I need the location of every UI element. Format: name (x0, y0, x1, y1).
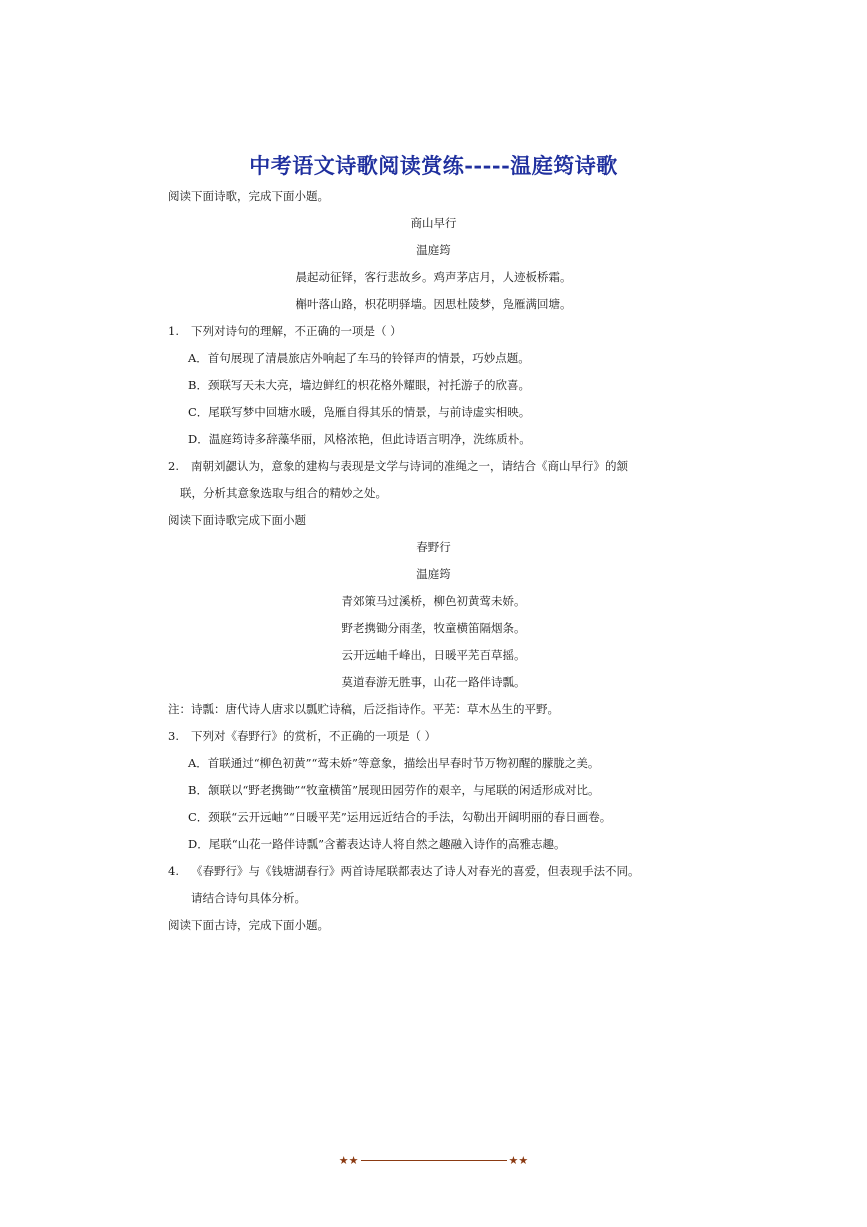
section1-instruction: 阅读下面诗歌，完成下面小题。 (168, 189, 329, 203)
page-title: 中考语文诗歌阅读赏练-----温庭筠诗歌 (249, 153, 618, 178)
question-3-text: 下列对《春野行》的赏析，不正确的一项是（ ） (191, 729, 437, 743)
star-icon: ★★ (338, 1153, 359, 1167)
question-1-option-d: D．温庭筠诗多辞藻华丽，风格浓艳，但此诗语言明净，洗练质朴。 (188, 432, 531, 446)
question-number: 3. (168, 729, 179, 743)
question-4-text-cont: 请结合诗句具体分析。 (191, 891, 306, 905)
section3-instruction: 阅读下面古诗，完成下面小题。 (168, 918, 329, 932)
question-3-option-a: A．首联通过“柳色初黄”“莺未娇”等意象，描绘出早春时节万物初醒的朦胧之美。 (188, 756, 600, 770)
question-number: 1. (168, 324, 179, 338)
question-1-option-a: A．首句展现了清晨旅店外响起了车马的铃铎声的情景，巧妙点题。 (188, 351, 530, 365)
poem2-line: 野老携锄分雨垄，牧童横笛隔烟条。 (341, 621, 526, 635)
question-number: 2. (168, 459, 179, 473)
section2-instruction: 阅读下面诗歌完成下面小题 (168, 513, 306, 527)
poem1-author: 温庭筠 (416, 243, 451, 257)
poem1-line: 晨起动征铎，客行悲故乡。鸡声茅店月，人迹板桥霜。 (295, 270, 572, 284)
footer-ornament (0, 1152, 867, 1168)
poem2-author: 温庭筠 (416, 567, 451, 581)
question-4-text: 《春野行》与《钱塘湖春行》两首诗尾联都表达了诗人对春光的喜爱，但表现手法不同。 (191, 864, 640, 878)
poem2-note: 注：诗瓢：唐代诗人唐求以瓢贮诗稿，后泛指诗作。平芜：草木丛生的平野。 (168, 702, 559, 716)
footer-divider (361, 1160, 507, 1161)
poem2-line: 莫道春游无胜事，山花一路伴诗瓢。 (341, 675, 526, 689)
question-1-option-c: C．尾联写梦中回塘水暖，凫雁自得其乐的情景，与前诗虚实相映。 (188, 405, 531, 419)
poem1-title: 商山早行 (410, 216, 457, 230)
question-1-text: 下列对诗句的理解，不正确的一项是（ ） (191, 324, 402, 338)
poem2-line: 云开远岫千峰出，日暖平芜百草摇。 (341, 648, 526, 662)
poem1-line: 槲叶落山路，枳花明驿墙。因思杜陵梦，凫雁满回塘。 (295, 297, 572, 311)
question-2-text-cont: 联，分析其意象选取与组合的精妙之处。 (180, 486, 387, 500)
question-number: 4. (168, 864, 179, 878)
question-3-option-d: D．尾联“山花一路伴诗瓢”含蓄表达诗人将自然之趣融入诗作的高雅志趣。 (188, 837, 566, 851)
poem2-line: 青郊策马过溪桥，柳色初黄莺未娇。 (341, 594, 526, 608)
question-3-option-b: B．颔联以“野老携锄”“牧童横笛”展现田园劳作的艰辛，与尾联的闲适形成对比。 (188, 783, 600, 797)
poem2-title: 春野行 (416, 540, 451, 554)
star-icon: ★★ (508, 1153, 529, 1167)
question-3-option-c: C．颈联“云开远岫”“日暖平芜”运用远近结合的手法，勾勒出开阔明丽的春日画卷。 (188, 810, 612, 824)
question-1-option-b: B．颈联写天未大亮，墙边鲜红的枳花格外耀眼，衬托游子的欣喜。 (188, 378, 530, 392)
question-2-text: 南朝刘勰认为，意象的建构与表现是文学与诗词的准绳之一，请结合《商山早行》的颔 (191, 459, 628, 473)
